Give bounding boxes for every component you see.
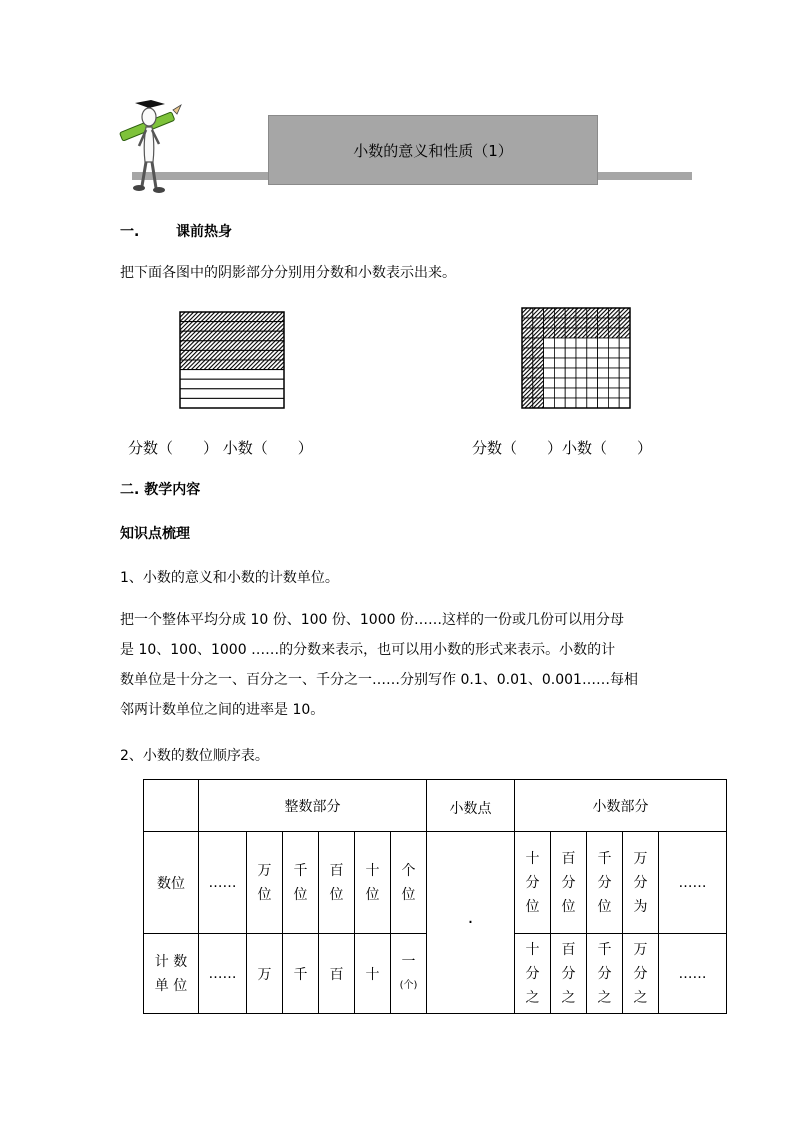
shaded-cell — [544, 318, 555, 328]
section2-subheading: 知识点梳理 — [120, 526, 190, 542]
blank-cell — [619, 388, 630, 398]
answer-left: 分数（ ） 小数（ ） — [128, 439, 313, 457]
point2-title: 2、小数的数位顺序表。 — [120, 748, 269, 764]
blank-cell — [544, 348, 555, 358]
blank-cell — [544, 368, 555, 378]
blank-row — [180, 398, 284, 408]
shaded-row — [180, 331, 284, 341]
shaded-cell — [565, 318, 576, 328]
blank-cell — [619, 348, 630, 358]
blank-cell — [587, 348, 598, 358]
shaded-cell — [522, 398, 533, 408]
blank-cell — [576, 368, 587, 378]
blank-cell — [544, 388, 555, 398]
point1-paragraph — [120, 605, 680, 725]
point1-title: 1、小数的意义和小数的计数单位。 — [120, 570, 339, 586]
dec-place-cell: 百 分 位 — [551, 832, 587, 934]
row-label-unit: 计 数 单 位 — [144, 934, 199, 1014]
shaded-cell — [522, 338, 533, 348]
page-title: 小数的意义和性质（1） — [353, 141, 513, 160]
shaded-cell — [522, 308, 533, 318]
shaded-cell — [544, 308, 555, 318]
shaded-cell — [598, 318, 609, 328]
shaded-cell — [544, 328, 555, 338]
shaded-cell — [522, 318, 533, 328]
shaded-cell — [619, 328, 630, 338]
blank-cell — [598, 388, 609, 398]
shaded-cell — [554, 308, 565, 318]
mascot-pencil-figure — [115, 100, 185, 195]
int-place-cell: 十 位 — [355, 832, 391, 934]
blank-cell — [544, 338, 555, 348]
section1-number: 一. — [120, 224, 140, 240]
blank-cell — [608, 358, 619, 368]
blank-cell — [598, 368, 609, 378]
blank-cell — [544, 358, 555, 368]
int-place-cell: 个 位 — [391, 832, 427, 934]
shaded-cell — [608, 308, 619, 318]
blank-cell — [554, 348, 565, 358]
shaded-row — [180, 312, 284, 322]
blank-cell — [598, 358, 609, 368]
blank-cell — [554, 338, 565, 348]
blank-cell — [587, 388, 598, 398]
blank-cell — [576, 358, 587, 368]
blank-cell — [587, 368, 598, 378]
shaded-cell — [565, 328, 576, 338]
shaded-cell — [598, 308, 609, 318]
shaded-cell — [522, 368, 533, 378]
decimal-point-header: 小数点 — [427, 780, 515, 832]
integer-part-header: 整数部分 — [199, 780, 427, 832]
int-unit-cell: 万 — [247, 934, 283, 1014]
int-place-cell: 百 位 — [319, 832, 355, 934]
dec-unit-cell: 百 分 之 — [551, 934, 587, 1014]
blank-cell — [619, 398, 630, 408]
blank-cell — [565, 338, 576, 348]
blank-cell — [544, 378, 555, 388]
dec-place-cell: 十 分 位 — [515, 832, 551, 934]
shaded-cell — [533, 348, 544, 358]
shaded-row — [180, 350, 284, 360]
dec-ellipsis: …… — [659, 934, 727, 1014]
blank-cell — [619, 378, 630, 388]
section2-heading: 二. 教学内容 — [120, 482, 201, 498]
int-place-cell: 千 位 — [283, 832, 319, 934]
shaded-cell — [565, 308, 576, 318]
blank-cell — [576, 388, 587, 398]
blank-cell — [619, 358, 630, 368]
int-ellipsis: …… — [199, 934, 247, 1014]
shaded-cell — [522, 378, 533, 388]
blank-cell — [576, 338, 587, 348]
blank-cell — [554, 398, 565, 408]
dec-unit-cell: 万 分 之 — [623, 934, 659, 1014]
blank-row — [180, 370, 284, 380]
point1-line: 是 10、100、1000 ……的分数来表示，也可以用小数的形式来表示。小数的计 — [120, 642, 616, 658]
shaded-cell — [587, 328, 598, 338]
blank-cell — [554, 358, 565, 368]
dec-place-cell: 千 分 位 — [587, 832, 623, 934]
blank-cell — [544, 398, 555, 408]
dec-place-cell: 万 分 为 — [623, 832, 659, 934]
point1-line: 把一个整体平均分成 10 份、100 份、1000 份……这样的一份或几份可以用分母 — [120, 612, 624, 628]
shaded-cell — [619, 308, 630, 318]
blank-cell — [565, 368, 576, 378]
shaded-cell — [522, 388, 533, 398]
blank-cell — [619, 368, 630, 378]
shaded-cell — [587, 308, 598, 318]
section1-title: 课前热身 — [176, 224, 232, 240]
shaded-cell — [608, 318, 619, 328]
unit-one-cell: 一 (个) — [391, 934, 427, 1014]
int-place-cell: 万 位 — [247, 832, 283, 934]
blank-cell — [587, 398, 598, 408]
blank-cell — [608, 348, 619, 358]
blank-cell — [587, 358, 598, 368]
decimal-part-header: 小数部分 — [515, 780, 727, 832]
shaded-cell — [533, 388, 544, 398]
shaded-row — [180, 341, 284, 351]
shaded-cell — [576, 328, 587, 338]
blank-cell — [608, 388, 619, 398]
figure-left-rows — [178, 310, 286, 410]
blank-row — [180, 389, 284, 399]
figure-right-grid — [520, 306, 632, 410]
shaded-cell — [554, 328, 565, 338]
row-label-place: 数位 — [144, 832, 199, 934]
answer-right: 分数（ ）小数（ ） — [472, 439, 653, 457]
blank-cell — [608, 368, 619, 378]
section1-instruction: 把下面各图中的阴影部分分别用分数和小数表示出来。 — [120, 265, 456, 281]
blank-cell — [598, 398, 609, 408]
blank-cell — [565, 358, 576, 368]
shaded-cell — [533, 308, 544, 318]
shaded-cell — [598, 328, 609, 338]
shaded-cell — [608, 328, 619, 338]
blank-cell — [587, 338, 598, 348]
blank-cell — [598, 378, 609, 388]
shaded-cell — [533, 328, 544, 338]
blank-cell — [565, 378, 576, 388]
dec-unit-cell: 千 分 之 — [587, 934, 623, 1014]
shaded-cell — [522, 358, 533, 368]
shaded-cell — [554, 318, 565, 328]
blank-cell — [576, 348, 587, 358]
blank-cell — [565, 348, 576, 358]
blank-cell — [587, 378, 598, 388]
blank-cell — [576, 378, 587, 388]
shaded-cell — [576, 308, 587, 318]
place-value-table — [143, 779, 727, 1014]
blank-cell — [598, 348, 609, 358]
blank-cell — [565, 398, 576, 408]
shaded-cell — [576, 318, 587, 328]
shaded-cell — [533, 318, 544, 328]
shaded-cell — [533, 398, 544, 408]
blank-cell — [619, 338, 630, 348]
int-unit-cell: 百 — [319, 934, 355, 1014]
shaded-cell — [522, 328, 533, 338]
shaded-cell — [587, 318, 598, 328]
shaded-cell — [533, 358, 544, 368]
blank-cell — [554, 368, 565, 378]
blank-cell — [554, 388, 565, 398]
int-unit-cell: 十 — [355, 934, 391, 1014]
shaded-cell — [533, 368, 544, 378]
shaded-cell — [619, 318, 630, 328]
shaded-cell — [522, 348, 533, 358]
blank-row — [180, 379, 284, 389]
blank-cell — [608, 338, 619, 348]
blank-cell — [608, 378, 619, 388]
dec-ellipsis: …… — [659, 832, 727, 934]
blank-cell — [565, 388, 576, 398]
blank-cell — [554, 378, 565, 388]
blank-cell — [608, 398, 619, 408]
dec-unit-cell: 十 分 之 — [515, 934, 551, 1014]
int-unit-cell: 千 — [283, 934, 319, 1014]
shaded-cell — [533, 378, 544, 388]
int-ellipsis: …… — [199, 832, 247, 934]
table-corner-cell — [144, 780, 199, 832]
shaded-row — [180, 322, 284, 332]
point1-line: 邻两计数单位之间的进率是 10。 — [120, 702, 325, 718]
shaded-row — [180, 360, 284, 370]
shaded-cell — [533, 338, 544, 348]
decimal-point-symbol: · — [427, 832, 515, 1014]
point1-line: 数单位是十分之一、百分之一、千分之一……分别写作 0.1、0.01、0.001……每相 — [120, 672, 638, 688]
title-box — [268, 115, 598, 185]
blank-cell — [598, 338, 609, 348]
blank-cell — [576, 398, 587, 408]
